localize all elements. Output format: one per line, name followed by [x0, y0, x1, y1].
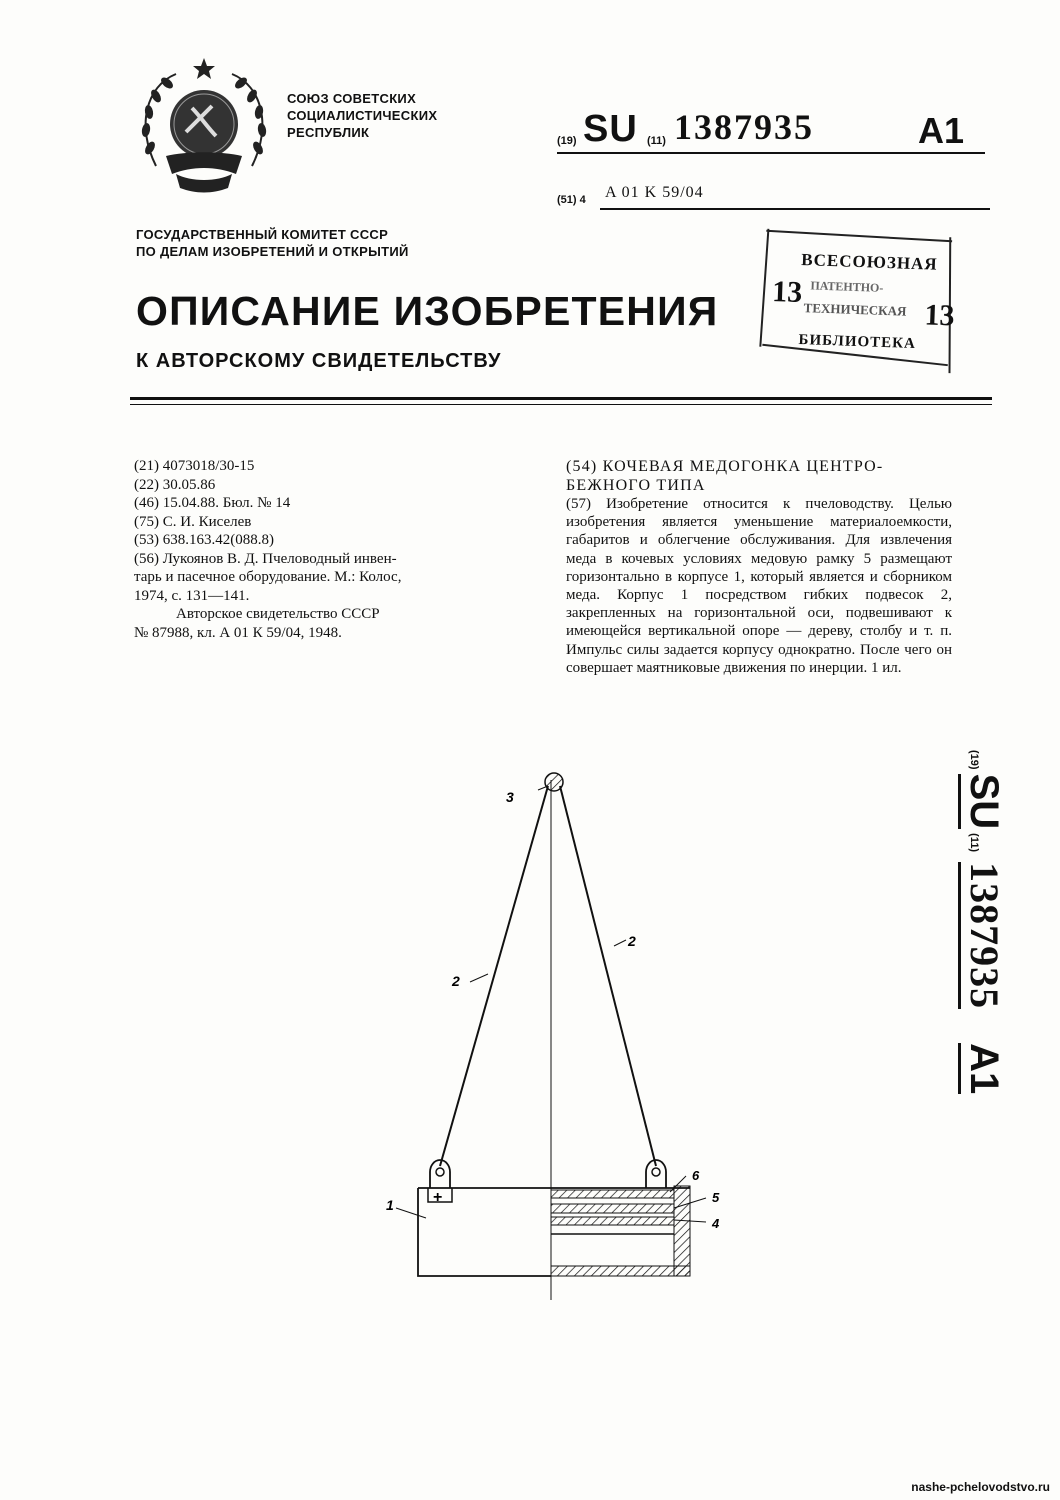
bibliographic-data	[134, 457, 464, 642]
label-frame-5: 5	[712, 1190, 720, 1205]
layer-6	[551, 1190, 674, 1198]
committee-line-1: ГОСУДАРСТВЕННЫЙ КОМИТЕТ СССР	[136, 227, 389, 242]
stamp-line-1: ВСЕСОЮЗНАЯ	[801, 250, 938, 274]
side-code-19: (19)	[968, 750, 980, 770]
biblio-line: (75) С. И. Киселев	[134, 513, 252, 530]
invention-title-line-2: БЕЖНОГО ТИПА	[566, 477, 706, 494]
biblio-line: (56) Лукоянов В. Д. Пчеловодный инвен-	[134, 550, 397, 567]
ipc-class: A 01 K 59/04	[605, 184, 704, 201]
union-name	[287, 90, 437, 141]
side-kind: A1	[958, 1043, 1006, 1094]
biblio-line: (53) 638.163.42(088.8)	[134, 532, 274, 548]
ussr-emblem	[136, 56, 272, 196]
invention-title-line-1: (54) КОЧЕВАЯ МЕДОГОНКА ЦЕНТРО-	[566, 458, 884, 475]
biblio-line: (46) 15.04.88. Бюл. № 14	[134, 495, 291, 511]
side-country: SU	[958, 774, 1006, 830]
biblio-line: тарь и пасечное оборудование. М.: Колос,	[134, 569, 402, 585]
label-body: 1	[386, 1197, 394, 1213]
stamp-line-4: БИБЛИОТЕКА	[798, 331, 917, 353]
invention-drawing	[360, 760, 740, 1320]
kind-code: A1	[918, 110, 965, 151]
patent-number: 1387935	[674, 107, 814, 147]
label-hanger-left: 2	[452, 973, 460, 989]
bottom-wall	[551, 1266, 690, 1276]
biblio-line: 1974, с. 131—141.	[134, 587, 250, 604]
document-subtitle: К АВТОРСКОМУ СВИДЕТЕЛЬСТВУ	[136, 350, 502, 372]
label-hanger-right: 2	[628, 933, 636, 949]
union-line-1: СОЮЗ СОВЕТСКИХ	[287, 91, 417, 106]
plus-sign: +	[433, 1189, 443, 1206]
country-code: SU	[583, 108, 638, 150]
side-number: 1387935	[958, 862, 1008, 1009]
header-rule-thick	[130, 397, 992, 400]
biblio-line: Авторское свидетельство СССР	[176, 606, 380, 622]
biblio-line: (22) 30.05.86	[134, 476, 216, 493]
label-layer-6: 6	[692, 1168, 700, 1183]
stamp-number-left: 13	[771, 275, 803, 310]
biblio-line: № 87988, кл. А 01 К 59/04, 1948.	[134, 624, 342, 641]
frame-5	[551, 1204, 674, 1213]
stamp-line-2: ПАТЕНТНО-	[810, 278, 884, 295]
header-rule-thin	[130, 404, 992, 405]
library-stamp	[758, 227, 958, 374]
site-watermark: nashe-pchelovodstvo.ru	[911, 1480, 1050, 1494]
committee-line-2: ПО ДЕЛАМ ИЗОБРЕТЕНИЙ И ОТКРЫТИЙ	[136, 244, 409, 259]
stamp-number-right: 13	[923, 298, 956, 333]
committee-name	[136, 226, 409, 260]
code-11: (11)	[647, 135, 666, 147]
biblio-line: (21) 4073018/30-15	[134, 458, 255, 474]
code-51: (51) 4	[557, 194, 586, 206]
document-title: ОПИСАНИЕ ИЗОБРЕТЕНИЯ	[136, 288, 719, 334]
invention-description	[566, 457, 952, 677]
stamp-line-3: ТЕХНИЧЕСКАЯ	[803, 300, 907, 319]
code-19: (19)	[557, 135, 577, 147]
union-line-2: СОЦИАЛИСТИЧЕСКИХ	[287, 108, 438, 123]
ipc-underline	[600, 208, 990, 210]
invention-abstract: (57) Изобретение относится к пчеловодству. Целью изобретения является уменьшение материалоемкости, габаритов и облегчение обслуживания. Для извлечения меда в кочевых условиях медовую рамку 5 размещают горизонтально в корпусе 1, который является и сборником меда. Корпус 1 посредством гибких подвесок 2, закрепленных на горизонтальной оси, подвешивают к имеющейся вертикальной опоре — дереву, столбу и т. п. Импульс силы задается корпусу однократно. После чего он совершает маятниковые движения по инерции. 1 ил.	[566, 496, 952, 676]
number-underline	[557, 152, 985, 154]
union-line-3: РЕСПУБЛИК	[287, 125, 370, 140]
hanger-right	[560, 786, 656, 1166]
label-layer-4: 4	[712, 1216, 720, 1231]
side-code-11: (11)	[968, 833, 980, 853]
side-patent-number	[962, 750, 1008, 1220]
label-axis: 3	[506, 789, 514, 805]
side-wall	[674, 1186, 690, 1276]
layer-4	[551, 1217, 674, 1225]
